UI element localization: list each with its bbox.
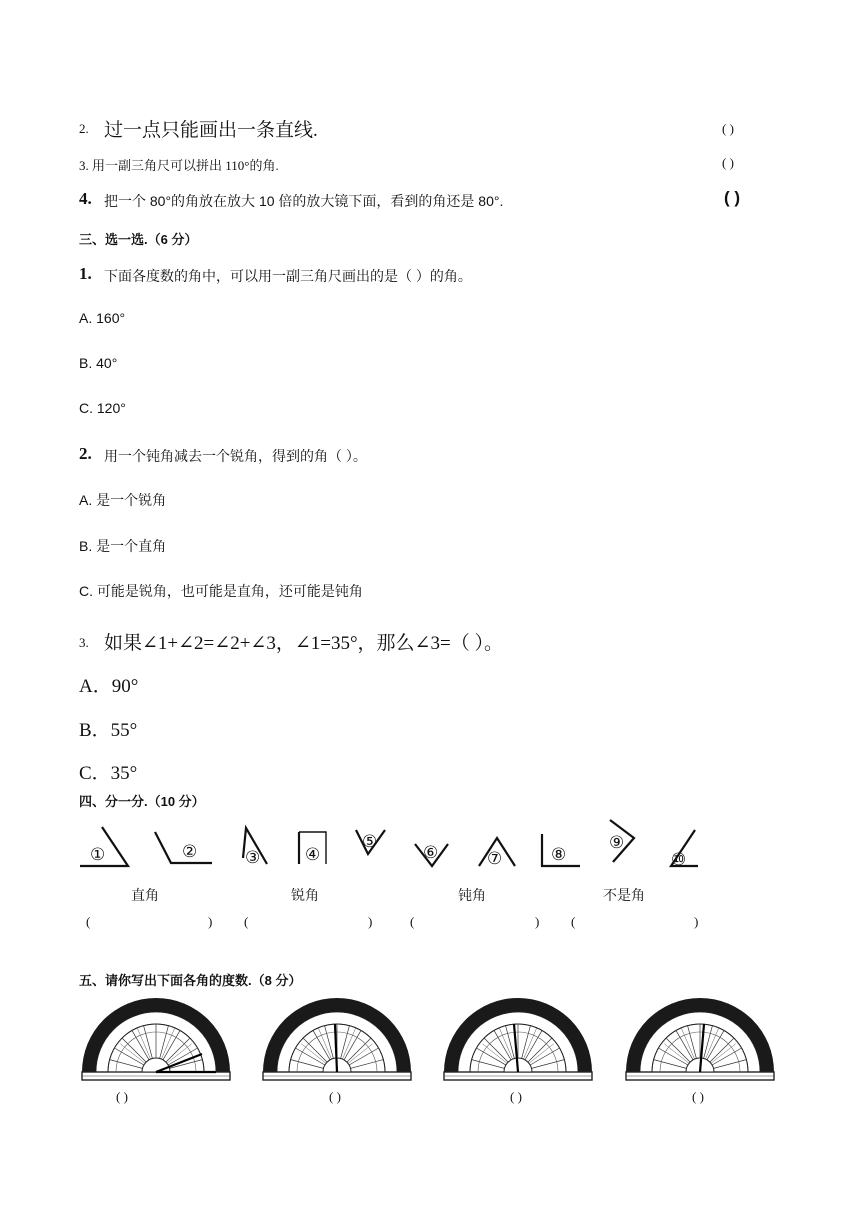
section4-heading: 四、分一分.（10 分） xyxy=(79,794,205,809)
angle-figure-label-3: ③ xyxy=(245,848,261,867)
angle-figure-label-6: ⑥ xyxy=(423,843,439,862)
s3-q2-option-c[interactable]: C. 可能是锐角，也可能是直角，还可能是钝角 xyxy=(79,583,363,599)
judge-q4-number: 4. xyxy=(79,189,92,208)
angle-figure-label-8: ⑧ xyxy=(551,845,567,864)
angle-figures-row xyxy=(78,818,718,878)
judge-q3-text: 3. 用一副三角尺可以拼出 110°的角. xyxy=(79,158,279,173)
angle-figure-label-10: ⑩ xyxy=(671,850,687,869)
angle-figure-label-4: ④ xyxy=(305,845,321,864)
s3-q3-number: 3. xyxy=(79,635,89,650)
section3-heading: 三、选一选.（6 分） xyxy=(79,232,198,247)
protractor-2 xyxy=(261,994,413,1084)
protractor-2-answer[interactable]: ( ) xyxy=(329,1089,341,1104)
angle-figure-label-9: ⑨ xyxy=(609,833,625,852)
judge-q2-answer-paren[interactable]: ( ) xyxy=(722,121,734,136)
protractor-3 xyxy=(442,994,594,1084)
judge-q2-text: 过一点只能画出一条直线. xyxy=(104,120,318,141)
paren-open: ( xyxy=(410,914,415,929)
s3-q1-text: 下面各度数的角中，可以用一副三角尺画出的是（ ）的角。 xyxy=(104,268,472,284)
angle-figure-label-2: ② xyxy=(182,842,198,861)
s3-q1-option-b[interactable]: B. 40° xyxy=(79,355,118,371)
angle-figure-label-5: ⑤ xyxy=(362,832,378,851)
protractor-4 xyxy=(624,994,776,1084)
category-not-angle: 不是角 xyxy=(603,887,645,903)
paren-open: ( xyxy=(571,914,576,929)
s3-q1-number: 1. xyxy=(79,264,92,283)
s3-q2-option-b[interactable]: B. 是一个直角 xyxy=(79,538,167,554)
protractor-4-answer[interactable]: ( ) xyxy=(692,1089,704,1104)
judge-q4-text: 把一个 80°的角放在放大 10 倍的放大镜下面，看到的角还是 80°. xyxy=(104,193,504,209)
paren-close: ) xyxy=(208,914,213,929)
section5-heading: 五、请你写出下面各角的度数.（8 分） xyxy=(79,973,302,988)
angle-figure-label-7: ⑦ xyxy=(487,849,503,868)
s3-q1-option-a[interactable]: A. 160° xyxy=(79,310,126,326)
protractor-1-answer[interactable]: ( ) xyxy=(116,1089,128,1104)
s3-q3-option-a[interactable]: A．90° xyxy=(79,676,139,697)
judge-q3-answer-paren[interactable]: ( ) xyxy=(722,155,734,170)
s3-q2-number: 2. xyxy=(79,444,92,463)
judge-q4-answer-paren[interactable]: ( ) xyxy=(724,188,741,207)
paren-open: ( xyxy=(244,914,249,929)
paren-close: ) xyxy=(694,914,699,929)
category-right-angle: 直角 xyxy=(131,887,159,903)
category-obtuse-angle: 钝角 xyxy=(458,887,486,903)
category-acute-angle: 锐角 xyxy=(291,887,319,903)
s3-q3-text: 如果∠1+∠2=∠2+∠3，∠1=35°，那么∠3=（ ）。 xyxy=(104,633,503,654)
protractor-1 xyxy=(80,994,232,1084)
s3-q2-option-a[interactable]: A. 是一个锐角 xyxy=(79,492,167,508)
s3-q1-option-c[interactable]: C. 120° xyxy=(79,400,126,416)
angle-figure-label-1: ① xyxy=(90,845,106,864)
s3-q3-option-c[interactable]: C．35° xyxy=(79,763,138,784)
s3-q3-option-b[interactable]: B．55° xyxy=(79,720,138,741)
paren-open: ( xyxy=(86,914,91,929)
paren-close: ) xyxy=(535,914,540,929)
judge-q2-number: 2. xyxy=(79,121,89,136)
s3-q2-text: 用一个钝角减去一个锐角，得到的角（ ）。 xyxy=(104,448,367,464)
paren-close: ) xyxy=(368,914,373,929)
protractor-3-answer[interactable]: ( ) xyxy=(510,1089,522,1104)
